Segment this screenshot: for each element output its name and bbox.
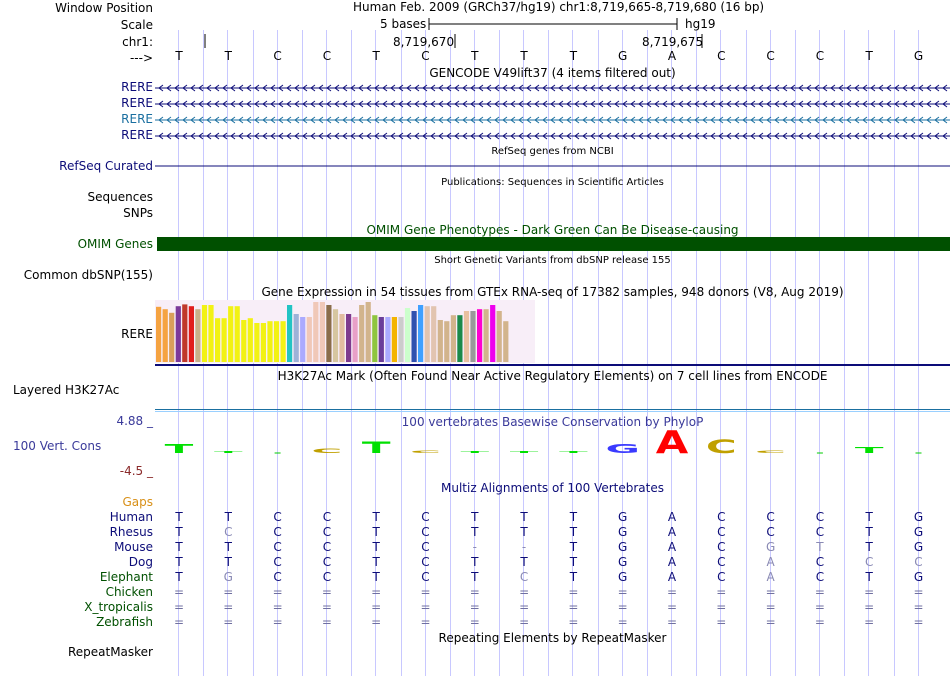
phylop-base-mark [755, 450, 786, 454]
base-letter: C [322, 49, 332, 63]
alignment-base: G [913, 570, 924, 584]
alignment-base: G [618, 525, 628, 539]
repeatmasker-track-title: Repeating Elements by RepeatMasker [438, 631, 667, 645]
species-label[interactable]: Zebrafish [96, 615, 153, 629]
gtex-tissue-bar [208, 305, 213, 362]
alignment-base: T [471, 525, 479, 539]
gtex-tissue-bar [470, 311, 475, 362]
phylop-track-label[interactable]: 100 Vert. Cons [13, 439, 102, 453]
species-label[interactable]: X_tropicalis [84, 600, 153, 614]
alignment-base: T [175, 570, 183, 584]
gtex-tissue-bar [320, 302, 325, 362]
gtex-tissue-bar [412, 311, 417, 362]
species-label[interactable]: Chicken [105, 585, 153, 599]
gtex-tissue-bar [281, 321, 286, 362]
gtex-tissue-bar [451, 315, 456, 362]
alignment-base: T [372, 570, 380, 584]
alignment-base: C [273, 570, 282, 584]
alignment-base: T [520, 525, 528, 539]
gtex-track-title: Gene Expression in 54 tissues from GTEx RNA-seq of 17382 samples, 948 donors (V8, Aug 2019) [261, 285, 844, 299]
gencode-track-title: GENCODE V49lift37 (4 items filtered out) [429, 66, 676, 80]
alignment-base: A [667, 570, 677, 584]
gencode-item-label[interactable]: RERE [121, 96, 153, 110]
alignment-base: = [272, 585, 283, 599]
gtex-tissue-bar [346, 314, 351, 362]
gencode-transcript-line [155, 117, 950, 123]
alignment-base: G [765, 540, 776, 554]
alignment-base: T [865, 525, 873, 539]
alignment-base: T [569, 510, 578, 524]
alignment-base: = [617, 585, 628, 599]
gtex-tissue-bar [431, 306, 436, 362]
alignment-base: = [469, 585, 480, 599]
alignment-base: = [469, 615, 480, 629]
alignment-base: = [617, 600, 628, 614]
gtex-tissue-bar [484, 309, 489, 362]
gtex-tissue-bar [339, 314, 344, 362]
alignment-base: = [913, 615, 924, 629]
alignment-base: C [766, 525, 775, 539]
assembly-position-text: Human Feb. 2009 (GRCh37/hg19) chr1:8,719,665-8,719,680 (16 bp) [353, 0, 765, 14]
base-letter: T [471, 49, 479, 63]
gtex-tissue-bar [398, 317, 403, 362]
gtex-tissue-bar [254, 323, 259, 362]
gtex-tissue-bar [379, 317, 384, 362]
alignment-base: A [667, 525, 677, 539]
gtex-tissue-bar [222, 318, 227, 362]
alignment-base: = [864, 600, 875, 614]
alignment-base: C [815, 555, 825, 569]
base-letter: T [865, 49, 873, 63]
gtex-tissue-bar [326, 305, 331, 362]
alignment-base: = [420, 585, 431, 599]
alignment-base: T [520, 555, 528, 569]
alignment-base: C [717, 555, 726, 569]
gtex-tissue-bar [169, 313, 174, 362]
base-letter: C [273, 49, 282, 63]
alignment-base: C [717, 510, 726, 524]
alignment-base: = [223, 615, 234, 629]
gencode-transcript-line [155, 101, 950, 107]
species-label[interactable]: Dog [128, 555, 153, 569]
gtex-tissue-bar [189, 306, 194, 362]
multiz-track-title: Multiz Alignments of 100 Vertebrates [440, 481, 665, 495]
alignment-base: C [815, 525, 825, 539]
alignment-base: A [766, 570, 775, 584]
alignment-base: = [321, 615, 332, 629]
phylop-base-mark [510, 450, 540, 453]
alignment-base: = [814, 585, 825, 599]
base-letter: C [421, 49, 430, 63]
gencode-transcript-line [155, 85, 950, 91]
phylop-base-mark [311, 447, 342, 454]
svg-text:T: T [509, 450, 539, 454]
alignment-base: T [865, 510, 873, 524]
scale-text: 5 bases [380, 17, 427, 31]
alignment-base: = [913, 585, 924, 599]
dbsnp-track-title: Short Genetic Variants from dbSNP release 155 [434, 255, 671, 266]
alignment-base: = [173, 615, 185, 629]
coord-right: 8,719,675 [642, 35, 704, 49]
alignment-base: G [913, 540, 924, 554]
alignment-base: C [519, 570, 529, 584]
svg-text:T: T [854, 446, 884, 456]
alignment-base: C [914, 555, 923, 569]
alignment-base: C [273, 555, 282, 569]
gtex-tissue-bar [457, 315, 462, 362]
repeatmasker-track-label[interactable]: RepeatMasker [67, 645, 153, 659]
svg-text:C: C [311, 447, 343, 455]
base-letter: T [520, 49, 528, 63]
alignment-base: A [667, 510, 677, 524]
alignment-base: = [716, 615, 727, 629]
gtex-tissue-bar [366, 302, 371, 362]
phylop-track-title: 100 vertebrates Basewise Conservation by PhyloP [401, 415, 704, 429]
alignment-base: = [371, 615, 382, 629]
omim-track-title: OMIM Gene Phenotypes - Dark Green Can Be Disease-causing [366, 223, 739, 237]
species-label[interactable]: Mouse [114, 540, 153, 554]
scale-label: Scale [120, 18, 153, 32]
svg-text:A: A [655, 430, 689, 461]
omim-gene-bar[interactable] [157, 237, 950, 251]
gtex-tissue-bar [195, 309, 200, 362]
gtex-tissue-bar [215, 318, 220, 362]
alignment-base: C [273, 525, 282, 539]
gtex-tissue-bar [228, 306, 233, 362]
alignment-base: G [618, 510, 628, 524]
alignment-base: = [617, 615, 628, 629]
alignment-base: T [520, 510, 528, 524]
alignment-base: C [273, 510, 282, 524]
alignment-base: T [471, 570, 479, 584]
gtex-tissue-bar [274, 321, 279, 362]
phylop-base-mark [706, 436, 737, 458]
gencode-item-label[interactable]: RERE [121, 112, 153, 126]
track-label-panel [0, 0, 153, 676]
alignment-base: T [816, 540, 824, 554]
scale-bar [425, 17, 685, 33]
alignment-base: = [223, 600, 234, 614]
chrom-label: chr1: [122, 35, 153, 49]
alignment-base: T [175, 555, 183, 569]
alignment-base: = [272, 600, 283, 614]
alignment-base: = [666, 600, 678, 614]
gtex-tissue-bar [359, 305, 364, 362]
alignment-base: = [864, 585, 875, 599]
gtex-tissue-bar [202, 305, 207, 362]
alignment-base: = [666, 615, 678, 629]
svg-text:C: C [755, 450, 787, 454]
alignment-base: = [519, 585, 530, 599]
alignment-base: = [420, 600, 431, 614]
gtex-tissue-bar [261, 323, 266, 362]
alignment-base: = [814, 615, 825, 629]
gtex-tissue-bar [425, 306, 430, 362]
gtex-tissue-bar [300, 317, 305, 362]
alignment-base: = [814, 600, 825, 614]
phylop-logo[interactable] [155, 430, 950, 470]
gtex-tissue-bar [333, 309, 338, 362]
alignment-base: = [913, 600, 924, 614]
alignment-base: C [815, 570, 825, 584]
alignment-base: - [472, 540, 477, 554]
refseq-track-title: RefSeq genes from NCBI [491, 146, 614, 157]
base-letter: A [667, 49, 677, 63]
alignment-base: C [421, 555, 430, 569]
window-position-label: Window Position [55, 1, 153, 15]
phylop-base-mark [605, 442, 639, 457]
alignment-base: T [865, 540, 873, 554]
alignment-base: C [421, 510, 430, 524]
gtex-tissue-bar [353, 317, 358, 362]
alignment-base: T [865, 570, 873, 584]
alignment-base: - [521, 540, 527, 554]
gtex-tissue-bar [307, 317, 312, 362]
coord-left: 8,719,670 [393, 35, 455, 49]
svg-text:T: T [559, 450, 588, 454]
species-label[interactable]: Rhesus [109, 525, 153, 539]
alignment-base: G [618, 540, 628, 554]
alignment-base: C [421, 540, 430, 554]
gtex-tissue-bar [490, 305, 495, 362]
track-image-area[interactable] [155, 0, 950, 676]
svg-text:G: G [605, 441, 640, 457]
scale-db: hg19 [685, 17, 716, 31]
gtex-tissue-bar [176, 306, 181, 362]
alignment-base: = [469, 600, 480, 614]
gtex-tissue-bar [267, 321, 272, 362]
phylop-base-mark [559, 450, 589, 453]
phylop-base-mark [855, 446, 884, 455]
alignment-base: T [224, 540, 232, 554]
alignment-base: T [569, 555, 578, 569]
alignment-base: T [175, 525, 183, 539]
alignment-base: C [717, 525, 726, 539]
gtex-tissue-bar [294, 314, 299, 362]
alignment-base: = [716, 585, 727, 599]
h3k27ac-signal-line [155, 409, 950, 410]
alignment-base: = [272, 615, 283, 629]
gtex-tissue-bar [497, 311, 502, 362]
svg-text:T: T [213, 450, 243, 454]
gtex-tissue-bar [392, 317, 397, 362]
alignment-base: G [618, 555, 628, 569]
alignment-base: G [618, 570, 628, 584]
alignment-base: = [666, 585, 678, 599]
alignment-base: T [372, 540, 380, 554]
alignment-base: G [913, 525, 924, 539]
species-label[interactable]: Elephant [99, 570, 153, 584]
alignment-base: T [175, 540, 183, 554]
alignment-base: A [667, 540, 677, 554]
alignment-base: C [717, 540, 726, 554]
svg-text:C: C [410, 450, 441, 454]
alignment-base: = [321, 585, 332, 599]
alignment-base: = [173, 585, 185, 599]
alignment-base: = [420, 615, 431, 629]
phylop-base-mark [165, 442, 194, 457]
alignment-base: C [717, 570, 726, 584]
alignment-base: T [224, 510, 232, 524]
base-letter: G [618, 49, 628, 63]
gtex-tissue-bar [182, 304, 187, 362]
alignment-base: T [471, 510, 479, 524]
svg-text:C: C [705, 435, 737, 458]
base-letter: T [372, 49, 380, 63]
alignment-base: = [568, 600, 579, 614]
alignment-base: = [223, 585, 234, 599]
gtex-tissue-bar [248, 318, 253, 362]
alignment-base: T [224, 555, 232, 569]
alignment-base: = [864, 615, 875, 629]
sequences-track-label[interactable]: Sequences [87, 190, 153, 204]
h3k27ac-signal-line-2 [155, 411, 950, 412]
alignment-base: = [568, 615, 579, 629]
phylop-base-mark [214, 450, 244, 453]
gtex-tissue-bar [418, 305, 423, 362]
alignment-base: = [321, 600, 332, 614]
alignment-base: = [371, 585, 382, 599]
alignment-base: T [372, 510, 380, 524]
refseq-track-label[interactable]: RefSeq Curated [59, 159, 153, 173]
refseq-line[interactable] [155, 165, 950, 168]
phylop-base-mark [362, 439, 391, 457]
gtex-tissue-bar [156, 307, 161, 362]
gencode-transcript-line [155, 133, 950, 139]
strand-label: ---> [129, 51, 153, 65]
alignment-base: A [667, 555, 677, 569]
gtex-tissue-bar [163, 309, 168, 362]
alignment-base: A [766, 555, 775, 569]
gencode-transcripts[interactable] [155, 80, 950, 144]
base-letter: G [913, 49, 924, 63]
phylop-min-label: -4.5 _ [119, 464, 153, 478]
gtex-tissue-bar [241, 320, 246, 362]
publications-track-title: Publications: Sequences in Scientific Articles [441, 177, 664, 188]
alignment-base: C [864, 555, 874, 569]
alignment-base: C [421, 570, 430, 584]
alignment-base: = [765, 585, 776, 599]
gencode-item-label[interactable]: RERE [121, 80, 153, 94]
gtex-tissue-bar [444, 321, 449, 362]
gtex-bar-chart[interactable] [155, 300, 555, 364]
alignment-base: = [519, 600, 530, 614]
gencode-item-label[interactable]: RERE [121, 128, 153, 142]
alignment-base: T [569, 525, 578, 539]
gaps-label: Gaps [122, 495, 153, 509]
gtex-tissue-bar [287, 305, 292, 362]
gtex-tissue-bar [385, 317, 390, 362]
base-letter: C [815, 49, 825, 63]
alignment-base: T [569, 540, 578, 554]
phylop-base-mark [656, 430, 689, 461]
phylop-base-mark [410, 450, 441, 454]
svg-text:T: T [164, 441, 194, 457]
gtex-tissue-bar [503, 321, 508, 362]
phylop-base-mark [460, 450, 490, 453]
base-letter: T [569, 49, 578, 63]
gtex-gene-label[interactable]: RERE [121, 327, 153, 341]
gtex-tissue-bar [477, 309, 482, 362]
h3k27ac-track-title: H3K27Ac Mark (Often Found Near Active Regulatory Elements) on 7 cell lines from ENCODE [277, 369, 828, 383]
species-label[interactable]: Human [109, 510, 153, 524]
alignment-base: = [568, 585, 579, 599]
dbsnp-track-label[interactable]: Common dbSNP(155) [23, 268, 153, 282]
alignment-base: C [322, 555, 332, 569]
alignment-base: = [765, 600, 776, 614]
alignment-base: T [471, 555, 479, 569]
gtex-tissue-bar [405, 308, 410, 362]
alignment-base: T [372, 525, 380, 539]
svg-text:T: T [460, 450, 490, 454]
alignment-base: = [765, 615, 776, 629]
gtex-separator [155, 364, 950, 366]
alignment-base: G [223, 570, 233, 584]
alignment-base: C [421, 525, 430, 539]
base-letter: C [766, 49, 775, 63]
alignment-base: T [175, 510, 183, 524]
alignment-base: = [173, 600, 185, 614]
alignment-base: T [569, 570, 578, 584]
omim-track-label[interactable]: OMIM Genes [77, 237, 153, 251]
alignment-base: C [322, 570, 332, 584]
coordinate-ticks [155, 33, 950, 49]
alignment-base: C [322, 525, 332, 539]
base-letter: T [175, 49, 183, 63]
svg-text:T: T [361, 439, 391, 457]
alignment-base: C [224, 525, 233, 539]
alignment-base: C [322, 510, 332, 524]
gtex-tissue-bar [372, 315, 377, 362]
alignment-base: = [716, 600, 727, 614]
snps-track-label[interactable]: SNPs [123, 206, 153, 220]
gtex-tissue-bar [464, 311, 469, 362]
h3k27ac-track-label[interactable]: Layered H3K27Ac [13, 383, 120, 397]
alignment-base: T [372, 555, 380, 569]
alignment-base: C [322, 540, 332, 554]
gtex-tissue-bar [235, 306, 240, 362]
alignment-base: C [273, 540, 282, 554]
alignment-base: = [371, 600, 382, 614]
alignment-base: C [766, 510, 775, 524]
phylop-max-label: 4.88 _ [116, 414, 153, 428]
alignment-base: C [815, 510, 825, 524]
alignment-base: G [913, 510, 924, 524]
base-letter: T [224, 49, 232, 63]
base-letter: C [717, 49, 726, 63]
gtex-tissue-bar [438, 320, 443, 362]
alignment-base: = [519, 615, 530, 629]
gtex-tissue-bar [313, 302, 318, 362]
